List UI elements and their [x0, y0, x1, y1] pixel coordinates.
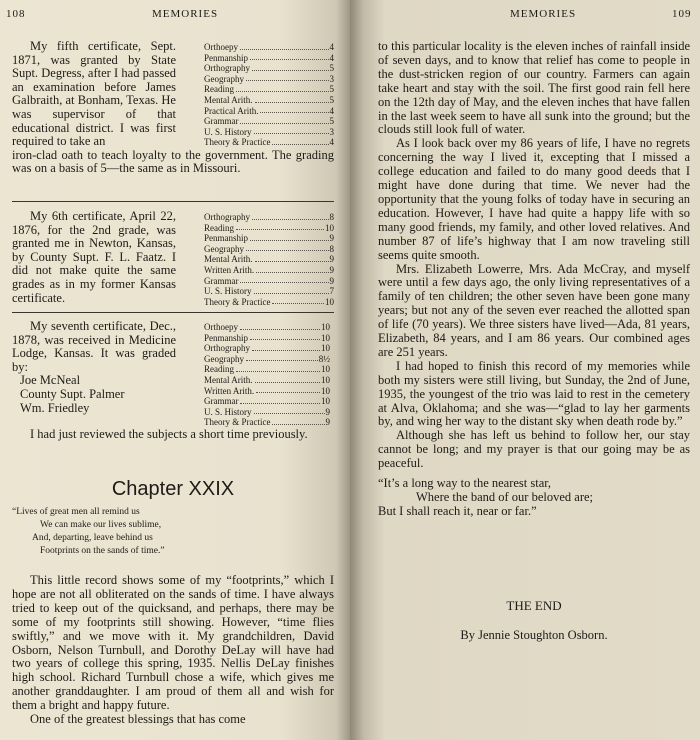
leader-dots	[240, 282, 328, 283]
grade-row	[204, 223, 334, 234]
grade-subject: Orthoepy	[204, 42, 238, 52]
leader-dots	[272, 424, 324, 425]
grade-row	[204, 95, 334, 106]
grade-list	[204, 212, 334, 307]
grade-value: 9	[325, 417, 330, 428]
grade-value: 10	[321, 364, 330, 375]
grade-value: 10	[321, 343, 330, 354]
grade-subject: Reading	[204, 222, 234, 233]
grade-value: 10	[325, 296, 334, 307]
certificate-text: My seventh certificate, Dec., 1878, was received in Medicine Lodge, Kansas. It was graded by:	[12, 319, 176, 374]
leader-dots	[250, 339, 320, 340]
leader-dots	[252, 350, 320, 351]
right-page	[350, 0, 700, 740]
grade-subject: Penmanship	[204, 332, 248, 343]
leader-dots	[250, 240, 329, 241]
certificate-fifth	[12, 40, 334, 176]
grade-value: 3	[329, 73, 334, 84]
grade-subject: Theory & Practice	[204, 296, 271, 307]
leader-dots	[254, 133, 329, 134]
leader-dots	[256, 392, 320, 393]
paragraph: Although she has left us behind to follow her, our stay cannot be long; and my prayer is that our going may be as peaceful.	[378, 428, 690, 471]
grade-value: 10	[321, 396, 330, 407]
grade-subject: U. S. History	[204, 126, 252, 137]
grade-subject: Written Arith.	[204, 264, 255, 275]
grade-row	[204, 375, 330, 386]
divider	[12, 201, 334, 202]
grade-value: 5	[329, 63, 334, 74]
divider	[12, 312, 334, 313]
grade-value: 10	[321, 322, 330, 332]
grade-subject: Written Arith.	[204, 385, 255, 396]
grader: Joe McNeal	[20, 373, 81, 388]
paragraph: One of the greatest blessings that has come	[30, 712, 246, 727]
grade-row	[204, 254, 334, 265]
grade-subject: Geography	[204, 73, 244, 84]
the-end: THE END	[506, 598, 562, 613]
grade-row	[204, 127, 334, 138]
page-number: 109	[672, 8, 692, 20]
grade-row	[204, 276, 334, 287]
page-body	[378, 40, 690, 519]
grade-subject: Orthography	[204, 212, 250, 222]
grade-subject: Orthography	[204, 63, 250, 74]
paragraph: I had hoped to finish this record of my memories while both my sisters were still living, but Sunday, the 2nd of June, 1935, the youngest of the trio was laid to rest in the cemetery at Alva, Oklahoma; and she was—“glad to lay her garments by, and wing her way to the distant sky when death rode by.”	[378, 358, 690, 429]
chapter-title: Chapter XXIX	[111, 478, 235, 500]
grade-row	[204, 265, 334, 276]
grade-value: 9	[329, 275, 334, 286]
grade-row	[204, 244, 334, 255]
grade-value: 8	[329, 212, 334, 222]
grade-value: 4	[329, 52, 334, 63]
leader-dots	[254, 413, 325, 414]
grade-value: 9	[329, 264, 334, 275]
graders-list	[12, 374, 176, 415]
poem	[378, 477, 690, 519]
leader-dots	[252, 219, 329, 220]
review-text: I had just reviewed the subjects a short time previously.	[30, 426, 308, 441]
grade-value: 10	[321, 374, 330, 385]
leader-dots	[272, 144, 328, 145]
grade-row	[204, 63, 334, 74]
grade-value: 9	[325, 406, 330, 417]
grade-value: 4	[329, 42, 334, 52]
grade-row	[204, 212, 334, 223]
grade-value: 4	[329, 105, 334, 116]
grade-list	[204, 42, 334, 148]
paragraph: As I look back over my 86 years of life, I have no regrets concerning the way I lived it, excepting that I missed a college education and failed to do many good deeds that I might have done during that time. We never had the opportunity that the young folks of today have in securing an education. However, I have had quite a happy life with so many good friends, my family, and other loved relatives. And number 87 of life’s highway that I am now traveling still seems quite smooth.	[378, 136, 690, 262]
grade-value: 5	[329, 84, 334, 95]
grade-subject: Geography	[204, 353, 244, 364]
grade-row	[204, 364, 330, 375]
paragraph: This little record shows some of my “footprints,” which I hope are not all obliterated on the sands of time. I have always tried to keep out of the quicksand, and perhaps, there may be some of my footprints still showing. However, “time flies swiftly,” and we move with it. My grandchildren, David Osborn, Nelson Turnbull, and Dorothy DeLay will have had two years of college this spring, 1935. Nellis DeLay finishes high school. Richard Turnbull chose a wife, which gives me another granddaughter. I am proud of them all and wish for them a bright and happy future.	[12, 573, 334, 713]
grade-row	[204, 343, 330, 354]
grade-subject: Practical Arith.	[204, 105, 259, 116]
grade-value: 10	[321, 332, 330, 343]
leader-dots	[252, 70, 329, 71]
paragraph: to this particular locality is the eleven inches of rainfall inside of seven days, and to know that relief has come to people in the dust-stricken region of our country. Farmers can again take heart and stay with the soil. The first good rain fell here on the 12th day of May, and the eleven inches that have fallen in the last week seem to have all sunk into the ground; but the clouds still look full of water.	[378, 39, 690, 137]
grade-subject: U. S. History	[204, 406, 252, 417]
leader-dots	[256, 272, 328, 273]
leader-dots	[246, 250, 329, 251]
grade-value: 10	[325, 222, 334, 233]
chapter-body	[12, 574, 334, 727]
grade-subject: Reading	[204, 364, 234, 375]
grade-row	[204, 407, 330, 418]
grade-value: 8	[329, 243, 334, 254]
author-line: By Jennie Stoughton Osborn.	[460, 628, 608, 642]
grade-subject: Mental Arith.	[204, 374, 253, 385]
grade-subject: Grammar	[204, 275, 239, 286]
page-number: 108	[6, 8, 26, 20]
grade-row	[204, 106, 334, 117]
epigraph-line: Footprints on the sands of time.”	[40, 546, 165, 556]
leader-dots	[254, 293, 329, 294]
leader-dots	[255, 102, 329, 103]
leader-dots	[236, 91, 329, 92]
leader-dots	[240, 49, 329, 50]
grade-subject: Penmanship	[204, 52, 248, 63]
grade-value: 7	[329, 286, 334, 297]
grade-value: 4	[329, 137, 334, 148]
leader-dots	[250, 59, 329, 60]
leader-dots	[246, 360, 318, 361]
grade-row	[204, 137, 334, 148]
poem-line: But I shall reach it, near or far.”	[378, 503, 537, 518]
epigraph-line: We can make our lives sublime,	[40, 520, 162, 530]
grade-subject: U. S. History	[204, 286, 252, 297]
grade-row	[204, 53, 334, 64]
grade-value: 5	[329, 94, 334, 105]
poem-line: “It’s a long way to the nearest star,	[378, 476, 552, 491]
certificate-continuation: iron-clad oath to teach loyalty to the government. The grading was on a basis of 5—the same as in Missouri.	[12, 147, 334, 176]
grade-value: 3	[329, 126, 334, 137]
grade-list	[204, 322, 330, 428]
running-head: MEMORIES	[510, 8, 577, 20]
grade-row	[204, 42, 334, 53]
grade-subject: Mental Arith.	[204, 94, 253, 105]
grade-row	[204, 84, 334, 95]
grade-subject: Orthoepy	[204, 322, 238, 332]
grade-row	[204, 396, 330, 407]
grade-row	[204, 386, 330, 397]
grade-row	[204, 116, 334, 127]
leader-dots	[240, 403, 320, 404]
grade-row	[204, 297, 334, 308]
grade-subject: Mental Arith.	[204, 254, 253, 265]
leader-dots	[272, 303, 324, 304]
certificate-sixth	[12, 210, 334, 307]
leader-dots	[236, 371, 320, 372]
leader-dots	[240, 329, 320, 330]
grader: County Supt. Palmer	[20, 386, 125, 401]
certificate-seventh	[12, 320, 334, 442]
grade-row	[204, 322, 330, 333]
leader-dots	[240, 123, 328, 124]
grade-subject: Orthography	[204, 343, 250, 354]
paragraph: Mrs. Elizabeth Lowerre, Mrs. Ada McCray, and myself were until a few days ago, the only living representatives of a family of ten children; the other seven have been gone many years; but not any of the seven ever reached the allotted span of life (70 years). We three sisters have lived—Ada, 81 years, Elizabeth, 84 years, and I am 86 years. Our combined ages are 251 years.	[378, 261, 690, 359]
certificate-text: My fifth certificate, Sept. 1871, was granted by State Supt. Degress, after I had passed an examination before James Galbraith, at Bonham, Texas. He was supervisor of that educational district. I was first required to take an	[12, 39, 176, 149]
grade-row	[204, 333, 330, 344]
grade-value: 5	[329, 116, 334, 127]
grade-value: 9	[329, 233, 334, 244]
poem-line: Where the band of our beloved are;	[416, 490, 594, 504]
grade-row	[204, 74, 334, 85]
leader-dots	[255, 382, 321, 383]
grade-subject: Penmanship	[204, 233, 248, 244]
grade-value: 10	[321, 385, 330, 396]
grade-value: 9	[329, 254, 334, 265]
running-head: MEMORIES	[152, 8, 219, 20]
grade-row	[204, 354, 330, 365]
grade-subject: Geography	[204, 243, 244, 254]
grade-subject: Grammar	[204, 116, 239, 127]
certificate-text: My 6th certificate, April 22, 1876, for the 2nd grade, was granted me in Newton, Kansas, by County Supt. F. L. Faatz. I did not make quite the same grades as in my former Kansas certificate.	[12, 209, 176, 305]
grade-row	[204, 233, 334, 244]
grade-subject: Theory & Practice	[204, 417, 271, 428]
grader: Wm. Friedley	[20, 400, 90, 415]
leader-dots	[260, 112, 328, 113]
grade-row	[204, 286, 334, 297]
epigraph-line: “Lives of great men all remind us	[12, 507, 140, 517]
epigraph	[12, 506, 334, 558]
leader-dots	[236, 229, 324, 230]
grade-subject: Grammar	[204, 396, 239, 407]
grade-subject: Theory & Practice	[204, 137, 271, 148]
leader-dots	[255, 261, 329, 262]
grade-subject: Reading	[204, 84, 234, 95]
leader-dots	[246, 80, 329, 81]
grade-value: 8½	[318, 353, 330, 364]
epigraph-line: And, departing, leave behind us	[32, 533, 153, 543]
